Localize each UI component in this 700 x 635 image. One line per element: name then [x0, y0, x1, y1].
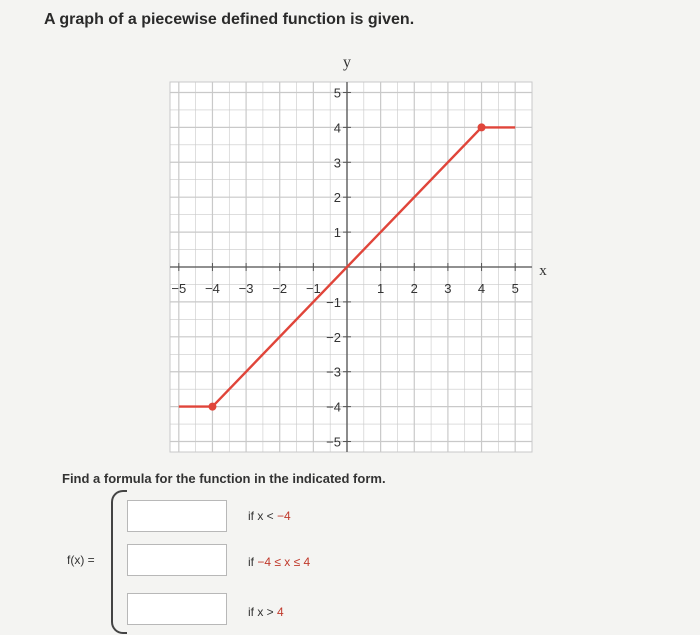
y-tick-label: −3 — [326, 364, 341, 380]
x-tick-label: 2 — [410, 281, 418, 296]
answer-input-piece-3[interactable] — [127, 593, 227, 625]
y-axis-label: y — [343, 54, 351, 71]
condition-value: −4 ≤ x ≤ 4 — [257, 555, 311, 569]
condition-prefix: if x < — [248, 509, 274, 523]
x-tick-label: −5 — [171, 281, 187, 296]
closed-endpoint — [478, 123, 486, 131]
condition-prefix: if — [248, 555, 254, 569]
y-tick-label: −4 — [326, 399, 341, 415]
closed-endpoint — [208, 403, 216, 411]
x-tick-label: 4 — [477, 281, 486, 296]
x-tick-label: −2 — [272, 281, 288, 296]
condition-value: 4 — [277, 605, 284, 619]
condition-value: −4 — [277, 509, 291, 523]
y-tick-label: 3 — [333, 155, 341, 171]
y-tick-label: 2 — [333, 190, 341, 206]
condition-prefix: if x > — [248, 605, 274, 619]
y-tick-label: 5 — [333, 85, 341, 101]
y-tick-label: 1 — [333, 225, 341, 241]
y-tick-label: −2 — [326, 329, 341, 345]
x-tick-label: −3 — [238, 281, 254, 296]
x-tick-label: 1 — [377, 281, 385, 296]
answer-input-piece-1[interactable] — [127, 500, 227, 532]
y-tick-label: 4 — [333, 120, 341, 136]
piecewise-brace — [111, 490, 127, 634]
x-axis-label: x — [539, 263, 547, 279]
question-prompt: A graph of a piecewise defined function is given. — [44, 11, 415, 28]
x-tick-label: 3 — [444, 281, 452, 296]
function-label: f(x) = — [67, 553, 95, 567]
instruction-text: Find a formula for the function in the indicated form. — [62, 471, 386, 486]
condition-piece-2 — [248, 555, 310, 569]
condition-piece-1 — [248, 509, 291, 523]
x-tick-label: −1 — [305, 281, 321, 296]
x-tick-label: 5 — [511, 281, 519, 296]
answer-input-piece-2[interactable] — [127, 544, 227, 576]
y-tick-label: −5 — [326, 434, 341, 450]
x-tick-label: −4 — [205, 281, 220, 296]
condition-piece-3 — [248, 605, 284, 619]
y-tick-label: −1 — [326, 294, 341, 310]
